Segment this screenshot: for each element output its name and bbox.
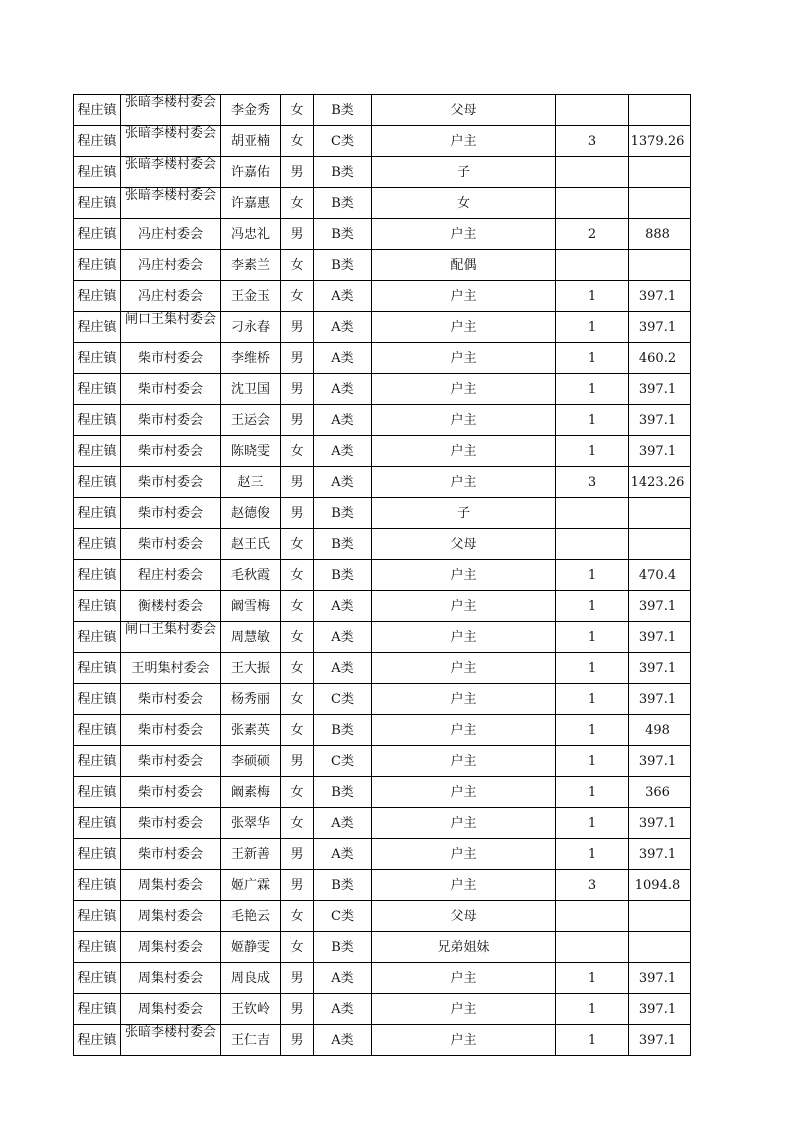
gender-cell: 女: [281, 932, 314, 963]
table-row: [74, 746, 691, 777]
table-row: [74, 374, 691, 405]
name-cell: 陈晓雯: [221, 436, 281, 467]
relation-cell: 兄弟姐妹: [372, 932, 556, 963]
village-cell: 张暗李楼村委会: [121, 1025, 221, 1056]
amount-cell: 397.1: [629, 839, 691, 870]
table-row: [74, 622, 691, 653]
relation-cell: 户主: [372, 1025, 556, 1056]
relation-cell: 户主: [372, 591, 556, 622]
count-cell: 3: [556, 467, 629, 498]
gender-cell: 男: [281, 467, 314, 498]
gender-cell: 男: [281, 312, 314, 343]
gender-cell: 男: [281, 157, 314, 188]
category-cell: C类: [314, 126, 372, 157]
gender-cell: 女: [281, 281, 314, 312]
amount-cell: 366: [629, 777, 691, 808]
town-cell: 程庄镇: [74, 498, 121, 529]
amount-cell: 460.2: [629, 343, 691, 374]
count-cell: 1: [556, 343, 629, 374]
name-cell: 许嘉惠: [221, 188, 281, 219]
town-cell: 程庄镇: [74, 312, 121, 343]
count-cell: 2: [556, 219, 629, 250]
category-cell: A类: [314, 343, 372, 374]
town-cell: 程庄镇: [74, 684, 121, 715]
name-cell: 王钦岭: [221, 994, 281, 1025]
table-row: [74, 281, 691, 312]
category-cell: B类: [314, 715, 372, 746]
gender-cell: 男: [281, 870, 314, 901]
amount-cell: [629, 529, 691, 560]
town-cell: 程庄镇: [74, 591, 121, 622]
gender-cell: 男: [281, 498, 314, 529]
count-cell: 3: [556, 870, 629, 901]
category-cell: B类: [314, 95, 372, 126]
amount-cell: [629, 188, 691, 219]
name-cell: 冯忠礼: [221, 219, 281, 250]
table-row: [74, 684, 691, 715]
category-cell: B类: [314, 250, 372, 281]
name-cell: 姬静雯: [221, 932, 281, 963]
name-cell: 李金秀: [221, 95, 281, 126]
name-cell: 姬广霖: [221, 870, 281, 901]
amount-cell: [629, 95, 691, 126]
count-cell: 1: [556, 808, 629, 839]
name-cell: 周良成: [221, 963, 281, 994]
category-cell: A类: [314, 436, 372, 467]
table-row: [74, 901, 691, 932]
assistance-roster-table: [73, 94, 691, 1056]
table-row: [74, 219, 691, 250]
relation-cell: 子: [372, 157, 556, 188]
village-cell: 柴市村委会: [121, 839, 221, 870]
relation-cell: 户主: [372, 436, 556, 467]
name-cell: 王运会: [221, 405, 281, 436]
amount-cell: 397.1: [629, 746, 691, 777]
gender-cell: 男: [281, 1025, 314, 1056]
amount-cell: 397.1: [629, 684, 691, 715]
town-cell: 程庄镇: [74, 343, 121, 374]
village-cell: 张暗李楼村委会: [121, 126, 221, 157]
category-cell: B类: [314, 870, 372, 901]
table-row: [74, 343, 691, 374]
category-cell: A类: [314, 994, 372, 1025]
relation-cell: 户主: [372, 777, 556, 808]
name-cell: 赵三: [221, 467, 281, 498]
relation-cell: 户主: [372, 839, 556, 870]
count-cell: [556, 188, 629, 219]
gender-cell: 女: [281, 808, 314, 839]
gender-cell: 女: [281, 250, 314, 281]
table-row: [74, 1025, 691, 1056]
gender-cell: 女: [281, 95, 314, 126]
relation-cell: 户主: [372, 219, 556, 250]
roster-body: [74, 95, 691, 1056]
amount-cell: 397.1: [629, 622, 691, 653]
amount-cell: 397.1: [629, 1025, 691, 1056]
category-cell: B类: [314, 498, 372, 529]
amount-cell: 397.1: [629, 653, 691, 684]
count-cell: 1: [556, 591, 629, 622]
relation-cell: 父母: [372, 95, 556, 126]
category-cell: A类: [314, 467, 372, 498]
name-cell: 阚雪梅: [221, 591, 281, 622]
village-cell: 王明集村委会: [121, 653, 221, 684]
name-cell: 李素兰: [221, 250, 281, 281]
relation-cell: 户主: [372, 281, 556, 312]
gender-cell: 女: [281, 715, 314, 746]
category-cell: B类: [314, 777, 372, 808]
relation-cell: 户主: [372, 653, 556, 684]
town-cell: 程庄镇: [74, 467, 121, 498]
category-cell: C类: [314, 901, 372, 932]
town-cell: 程庄镇: [74, 95, 121, 126]
relation-cell: 户主: [372, 126, 556, 157]
town-cell: 程庄镇: [74, 994, 121, 1025]
name-cell: 王金玉: [221, 281, 281, 312]
town-cell: 程庄镇: [74, 808, 121, 839]
count-cell: [556, 901, 629, 932]
name-cell: 刁永春: [221, 312, 281, 343]
amount-cell: [629, 901, 691, 932]
village-cell: 柴市村委会: [121, 529, 221, 560]
gender-cell: 女: [281, 684, 314, 715]
count-cell: 3: [556, 126, 629, 157]
amount-cell: 397.1: [629, 374, 691, 405]
name-cell: 沈卫国: [221, 374, 281, 405]
table-row: [74, 839, 691, 870]
village-cell: 周集村委会: [121, 932, 221, 963]
village-cell: 冯庄村委会: [121, 250, 221, 281]
table-row: [74, 95, 691, 126]
count-cell: 1: [556, 777, 629, 808]
category-cell: A类: [314, 839, 372, 870]
name-cell: 阚素梅: [221, 777, 281, 808]
village-cell: 张暗李楼村委会: [121, 157, 221, 188]
relation-cell: 户主: [372, 808, 556, 839]
name-cell: 赵德俊: [221, 498, 281, 529]
village-cell: 周集村委会: [121, 994, 221, 1025]
gender-cell: 男: [281, 405, 314, 436]
name-cell: 王大振: [221, 653, 281, 684]
town-cell: 程庄镇: [74, 436, 121, 467]
village-cell: 周集村委会: [121, 870, 221, 901]
count-cell: 1: [556, 281, 629, 312]
table-row: [74, 932, 691, 963]
category-cell: B类: [314, 560, 372, 591]
name-cell: 杨秀丽: [221, 684, 281, 715]
category-cell: A类: [314, 963, 372, 994]
village-cell: 冯庄村委会: [121, 281, 221, 312]
relation-cell: 户主: [372, 684, 556, 715]
village-cell: 柴市村委会: [121, 684, 221, 715]
name-cell: 王新善: [221, 839, 281, 870]
table-row: [74, 157, 691, 188]
village-cell: 闸口王集村委会: [121, 622, 221, 653]
category-cell: A类: [314, 653, 372, 684]
gender-cell: 男: [281, 963, 314, 994]
table-row: [74, 467, 691, 498]
table-row: [74, 188, 691, 219]
gender-cell: 女: [281, 901, 314, 932]
amount-cell: 397.1: [629, 591, 691, 622]
town-cell: 程庄镇: [74, 560, 121, 591]
name-cell: 李硕硕: [221, 746, 281, 777]
category-cell: C类: [314, 746, 372, 777]
town-cell: 程庄镇: [74, 126, 121, 157]
town-cell: 程庄镇: [74, 219, 121, 250]
name-cell: 周慧敏: [221, 622, 281, 653]
relation-cell: 户主: [372, 622, 556, 653]
table-row: [74, 870, 691, 901]
category-cell: A类: [314, 591, 372, 622]
table-row: [74, 963, 691, 994]
category-cell: B类: [314, 932, 372, 963]
category-cell: A类: [314, 312, 372, 343]
name-cell: 许嘉佑: [221, 157, 281, 188]
town-cell: 程庄镇: [74, 250, 121, 281]
name-cell: 毛艳云: [221, 901, 281, 932]
gender-cell: 女: [281, 126, 314, 157]
gender-cell: 女: [281, 529, 314, 560]
count-cell: [556, 529, 629, 560]
count-cell: 1: [556, 684, 629, 715]
count-cell: [556, 250, 629, 281]
amount-cell: 1423.26: [629, 467, 691, 498]
name-cell: 胡亚楠: [221, 126, 281, 157]
town-cell: 程庄镇: [74, 963, 121, 994]
amount-cell: 1094.8: [629, 870, 691, 901]
village-cell: 张暗李楼村委会: [121, 188, 221, 219]
count-cell: 1: [556, 746, 629, 777]
count-cell: [556, 157, 629, 188]
table-row: [74, 126, 691, 157]
village-cell: 冯庄村委会: [121, 219, 221, 250]
village-cell: 柴市村委会: [121, 343, 221, 374]
count-cell: 1: [556, 374, 629, 405]
amount-cell: 397.1: [629, 963, 691, 994]
amount-cell: 397.1: [629, 808, 691, 839]
relation-cell: 户主: [372, 963, 556, 994]
table-row: [74, 560, 691, 591]
name-cell: 张素英: [221, 715, 281, 746]
village-cell: 程庄村委会: [121, 560, 221, 591]
town-cell: 程庄镇: [74, 870, 121, 901]
village-cell: 柴市村委会: [121, 746, 221, 777]
category-cell: A类: [314, 622, 372, 653]
category-cell: B类: [314, 157, 372, 188]
gender-cell: 男: [281, 219, 314, 250]
amount-cell: [629, 250, 691, 281]
name-cell: 赵王氏: [221, 529, 281, 560]
relation-cell: 子: [372, 498, 556, 529]
relation-cell: 户主: [372, 870, 556, 901]
village-cell: 闸口王集村委会: [121, 312, 221, 343]
count-cell: 1: [556, 653, 629, 684]
amount-cell: 470.4: [629, 560, 691, 591]
amount-cell: 888: [629, 219, 691, 250]
category-cell: A类: [314, 374, 372, 405]
village-cell: 柴市村委会: [121, 467, 221, 498]
gender-cell: 女: [281, 560, 314, 591]
amount-cell: [629, 157, 691, 188]
town-cell: 程庄镇: [74, 715, 121, 746]
count-cell: 1: [556, 405, 629, 436]
count-cell: 1: [556, 963, 629, 994]
village-cell: 柴市村委会: [121, 715, 221, 746]
town-cell: 程庄镇: [74, 374, 121, 405]
relation-cell: 户主: [372, 560, 556, 591]
category-cell: B类: [314, 529, 372, 560]
relation-cell: 户主: [372, 405, 556, 436]
village-cell: 柴市村委会: [121, 374, 221, 405]
category-cell: A类: [314, 1025, 372, 1056]
name-cell: 王仁吉: [221, 1025, 281, 1056]
relation-cell: 女: [372, 188, 556, 219]
town-cell: 程庄镇: [74, 622, 121, 653]
village-cell: 柴市村委会: [121, 808, 221, 839]
village-cell: 周集村委会: [121, 901, 221, 932]
gender-cell: 男: [281, 994, 314, 1025]
name-cell: 张翠华: [221, 808, 281, 839]
town-cell: 程庄镇: [74, 901, 121, 932]
table-row: [74, 436, 691, 467]
amount-cell: 397.1: [629, 405, 691, 436]
relation-cell: 父母: [372, 529, 556, 560]
amount-cell: [629, 498, 691, 529]
village-cell: 衡楼村委会: [121, 591, 221, 622]
amount-cell: 397.1: [629, 281, 691, 312]
relation-cell: 户主: [372, 467, 556, 498]
gender-cell: 女: [281, 591, 314, 622]
table-row: [74, 498, 691, 529]
table-row: [74, 529, 691, 560]
town-cell: 程庄镇: [74, 932, 121, 963]
name-cell: 毛秋霞: [221, 560, 281, 591]
amount-cell: 1379.26: [629, 126, 691, 157]
count-cell: 1: [556, 715, 629, 746]
gender-cell: 女: [281, 777, 314, 808]
relation-cell: 户主: [372, 994, 556, 1025]
gender-cell: 男: [281, 746, 314, 777]
gender-cell: 女: [281, 653, 314, 684]
amount-cell: 498: [629, 715, 691, 746]
relation-cell: 户主: [372, 746, 556, 777]
village-cell: 柴市村委会: [121, 436, 221, 467]
count-cell: 1: [556, 994, 629, 1025]
town-cell: 程庄镇: [74, 188, 121, 219]
town-cell: 程庄镇: [74, 529, 121, 560]
town-cell: 程庄镇: [74, 157, 121, 188]
amount-cell: 397.1: [629, 436, 691, 467]
count-cell: 1: [556, 312, 629, 343]
category-cell: B类: [314, 188, 372, 219]
relation-cell: 户主: [372, 343, 556, 374]
category-cell: B类: [314, 219, 372, 250]
town-cell: 程庄镇: [74, 405, 121, 436]
count-cell: [556, 932, 629, 963]
category-cell: A类: [314, 808, 372, 839]
table-row: [74, 715, 691, 746]
gender-cell: 女: [281, 188, 314, 219]
category-cell: C类: [314, 684, 372, 715]
amount-cell: 397.1: [629, 994, 691, 1025]
count-cell: 1: [556, 839, 629, 870]
gender-cell: 女: [281, 622, 314, 653]
town-cell: 程庄镇: [74, 839, 121, 870]
category-cell: A类: [314, 405, 372, 436]
gender-cell: 男: [281, 374, 314, 405]
gender-cell: 男: [281, 839, 314, 870]
category-cell: A类: [314, 281, 372, 312]
town-cell: 程庄镇: [74, 777, 121, 808]
relation-cell: 户主: [372, 715, 556, 746]
count-cell: 1: [556, 436, 629, 467]
table-row: [74, 312, 691, 343]
table-row: [74, 591, 691, 622]
gender-cell: 男: [281, 343, 314, 374]
village-cell: 柴市村委会: [121, 498, 221, 529]
town-cell: 程庄镇: [74, 281, 121, 312]
village-cell: 周集村委会: [121, 963, 221, 994]
count-cell: [556, 498, 629, 529]
table-row: [74, 405, 691, 436]
amount-cell: 397.1: [629, 312, 691, 343]
count-cell: 1: [556, 560, 629, 591]
town-cell: 程庄镇: [74, 746, 121, 777]
table-row: [74, 250, 691, 281]
table-row: [74, 808, 691, 839]
relation-cell: 配偶: [372, 250, 556, 281]
relation-cell: 户主: [372, 374, 556, 405]
count-cell: 1: [556, 622, 629, 653]
table-row: [74, 653, 691, 684]
town-cell: 程庄镇: [74, 653, 121, 684]
count-cell: 1: [556, 1025, 629, 1056]
name-cell: 李维桥: [221, 343, 281, 374]
town-cell: 程庄镇: [74, 1025, 121, 1056]
village-cell: 张暗李楼村委会: [121, 95, 221, 126]
relation-cell: 户主: [372, 312, 556, 343]
amount-cell: [629, 932, 691, 963]
village-cell: 柴市村委会: [121, 777, 221, 808]
relation-cell: 父母: [372, 901, 556, 932]
table-row: [74, 994, 691, 1025]
count-cell: [556, 95, 629, 126]
gender-cell: 女: [281, 436, 314, 467]
table-row: [74, 777, 691, 808]
village-cell: 柴市村委会: [121, 405, 221, 436]
